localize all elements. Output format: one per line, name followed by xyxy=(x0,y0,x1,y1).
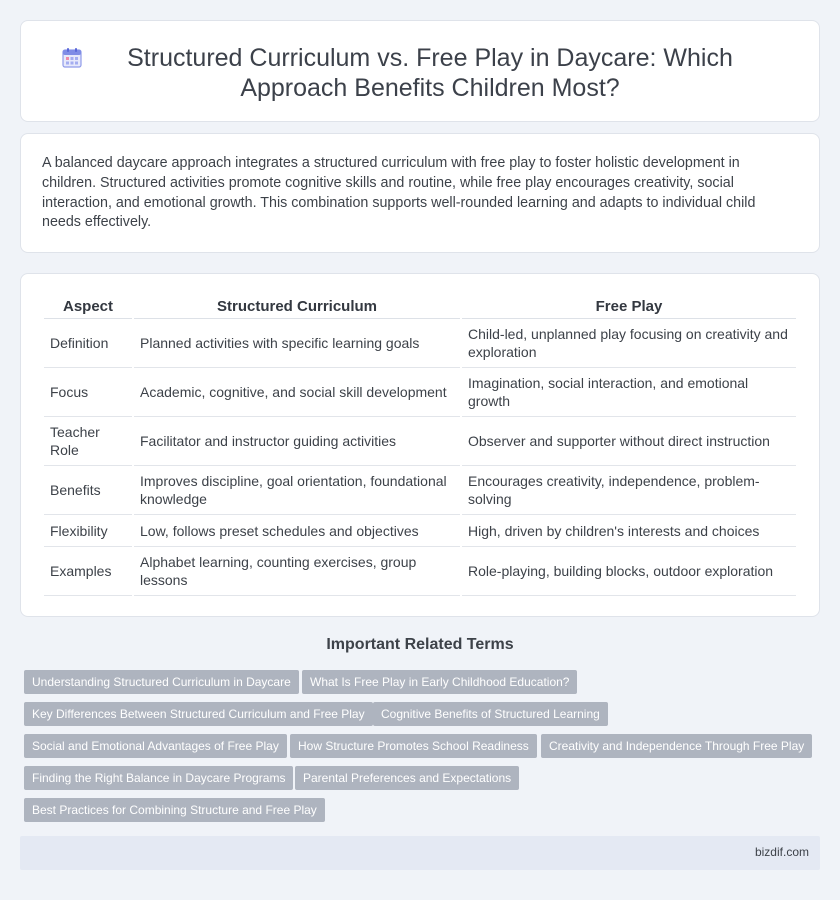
related-tag[interactable]: Understanding Structured Curriculum in Daycare xyxy=(24,670,299,694)
table-cell: Academic, cognitive, and social skill development xyxy=(134,368,460,417)
table-row xyxy=(44,515,796,547)
column-header-structured: Structured Curriculum xyxy=(134,296,460,319)
table-cell: Alphabet learning, counting exercises, group lessons xyxy=(134,547,460,596)
comparison-card xyxy=(20,273,820,617)
related-tag[interactable]: Social and Emotional Advantages of Free Play xyxy=(24,734,287,758)
table-row xyxy=(44,547,796,596)
column-header-free-play: Free Play xyxy=(462,296,796,319)
table-cell: Definition xyxy=(44,319,132,368)
table-cell: Observer and supporter without direct instruction xyxy=(462,417,796,466)
related-tag[interactable]: Cognitive Benefits of Structured Learning xyxy=(373,702,608,726)
table-cell: Improves discipline, goal orientation, foundational knowledge xyxy=(134,466,460,515)
footer xyxy=(20,836,820,870)
table-header-row xyxy=(44,296,796,319)
table-cell: Low, follows preset schedules and objectives xyxy=(134,515,460,547)
table-row xyxy=(44,319,796,368)
title-card xyxy=(20,20,820,122)
column-header-aspect: Aspect xyxy=(44,296,132,319)
table-cell: Role-playing, building blocks, outdoor exploration xyxy=(462,547,796,596)
footer-site-link[interactable]: bizdif.com xyxy=(754,845,809,859)
related-tag[interactable]: How Structure Promotes School Readiness xyxy=(290,734,537,758)
table-cell: Imagination, social interaction, and emotional growth xyxy=(462,368,796,417)
table-row xyxy=(44,466,796,515)
table-cell: Examples xyxy=(44,547,132,596)
table-cell: Planned activities with specific learning goals xyxy=(134,319,460,368)
comparison-table xyxy=(42,296,798,596)
table-cell: Benefits xyxy=(44,466,132,515)
summary-card xyxy=(20,133,820,253)
related-tag[interactable]: Key Differences Between Structured Curriculum and Free Play xyxy=(24,702,373,726)
page-title: Structured Curriculum vs. Free Play in Daycare: Which Approach Benefits Children Most? xyxy=(127,44,733,102)
related-terms-heading: Important Related Terms xyxy=(326,636,514,653)
table-cell: Flexibility xyxy=(44,515,132,547)
table-cell: Encourages creativity, independence, problem-solving xyxy=(462,466,796,515)
related-tag[interactable]: Creativity and Independence Through Free Play xyxy=(541,734,812,758)
related-tag[interactable]: Finding the Right Balance in Daycare Programs xyxy=(24,766,293,790)
table-row xyxy=(44,368,796,417)
table-cell: High, driven by children's interests and choices xyxy=(462,515,796,547)
table-cell: Facilitator and instructor guiding activities xyxy=(134,417,460,466)
table-cell: Child-led, unplanned play focusing on creativity and exploration xyxy=(462,319,796,368)
related-tag[interactable]: Parental Preferences and Expectations xyxy=(295,766,519,790)
related-tag[interactable]: What Is Free Play in Early Childhood Education? xyxy=(302,670,577,694)
table-cell: Teacher Role xyxy=(44,417,132,466)
table-row xyxy=(44,417,796,466)
related-tag[interactable]: Best Practices for Combining Structure and Free Play xyxy=(24,798,325,822)
table-cell: Focus xyxy=(44,368,132,417)
summary-text: A balanced daycare approach integrates a structured curriculum with free play to foster holistic development in children. Structured activities promote cognitive skills and routine, while free play encourages creativity, social interaction, and emotional growth. This combination supports well-rounded learning and adapts to individual child needs effectively. xyxy=(42,155,756,231)
